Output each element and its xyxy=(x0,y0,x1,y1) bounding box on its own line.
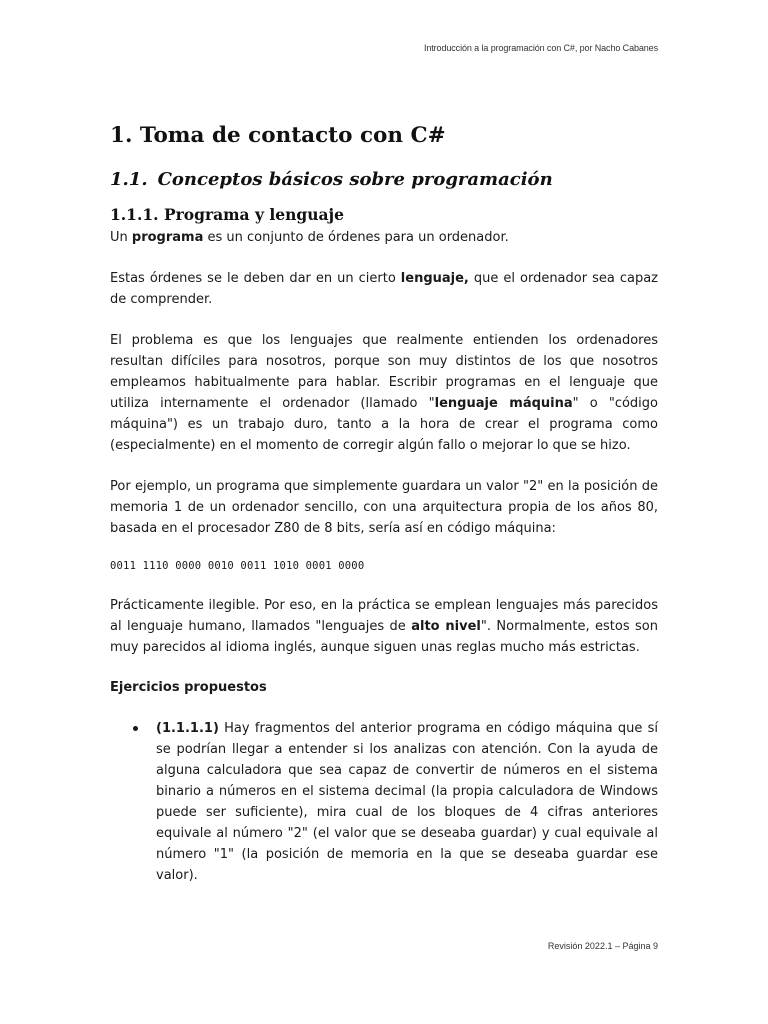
paragraph-2 xyxy=(110,268,658,310)
paragraph-3-text-c: " o "código máquina") es un trabajo duro, tanto a la hora de crear el programa como (especialmente) en el momento de corregir algún fallo o mejorar lo que se hizo. xyxy=(110,396,658,453)
exercise-text: Hay fragmentos del anterior programa en código máquina que sí se podrían llegar a entender si los analizas con atención. Con la ayuda de alguna calculadora que sea capaz de convertir de números en el sistema binario a números en el sistema decimal (la propia calculadora de Windows puede ser suficiente), mira cual de los bloques de 4 cifras anteriores equivale al número "2" (el valor que se deseaba guardar) y cual equivale al número "1" (la posición de memoria en la que se deseaba guardar ese valor). xyxy=(156,721,658,883)
exercises-heading: Ejercicios propuestos xyxy=(110,680,267,695)
machine-code-sample: 0011 1110 0000 0010 0011 1010 0001 0000 xyxy=(110,560,365,572)
paragraph-2-bold-term: lenguaje, xyxy=(400,271,469,286)
paragraph-5-text-a: Prácticamente ilegible. Por eso, en la práctica se emplean lenguajes más parecidos al lenguaje humano, llamados "lenguajes de xyxy=(110,598,658,634)
page-content xyxy=(110,120,658,886)
section-title xyxy=(110,166,658,194)
paragraph-3-bold-term: lenguaje máquina xyxy=(434,396,573,411)
subsection-title: 1.1.1. Programa y lenguaje xyxy=(110,205,345,224)
paragraph-5-text-c: ". Normalmente, estos son muy parecidos al idioma inglés, aunque siguen unas reglas mucho más estrictas. xyxy=(110,619,658,655)
bullet-icon xyxy=(133,726,138,731)
paragraph-1 xyxy=(110,227,658,248)
section-title-text: Conceptos básicos sobre programación xyxy=(157,169,553,190)
running-footer: Revisión 2022.1 – Página 9 xyxy=(547,941,658,951)
paragraph-4: Por ejemplo, un programa que simplemente guardara un valor "2" en la posición de memoria 1 de un ordenador sencillo, con una arquitectura propia de los años 80, basada en el procesador Z80 de 8 bits, sería así en código máquina: xyxy=(110,479,658,536)
paragraph-2-text-a: Estas órdenes se le deben dar en un cierto xyxy=(110,271,401,286)
chapter-title: 1. Toma de contacto con C# xyxy=(110,123,446,148)
exercise-id: (1.1.1.1) xyxy=(156,721,219,736)
paragraph-1-bold-term: programa xyxy=(131,230,204,245)
paragraph-1-text-a: Un xyxy=(110,230,132,245)
paragraph-3-text-a: El problema es que los lenguajes que realmente entienden los ordenadores resultan difíciles para nosotros, porque son muy distintos de los que nosotros empleamos habitualmente para hablar. Escribir programas en el lenguaje que utiliza internamente el ordenador (llamado " xyxy=(110,333,658,411)
exercise-list xyxy=(110,718,658,886)
paragraph-2-text-c: que el ordenador sea capaz de comprender. xyxy=(110,271,658,307)
paragraph-5 xyxy=(110,595,658,658)
paragraph-1-text-c: es un conjunto de órdenes para un ordenador. xyxy=(203,230,509,245)
section-number: 1.1. xyxy=(110,169,148,190)
paragraph-5-bold-term: alto nivel xyxy=(411,619,481,634)
exercise-item xyxy=(156,718,658,886)
paragraph-3 xyxy=(110,330,658,456)
running-header: Introducción a la programación con C#, por Nacho Cabanes xyxy=(423,43,658,53)
